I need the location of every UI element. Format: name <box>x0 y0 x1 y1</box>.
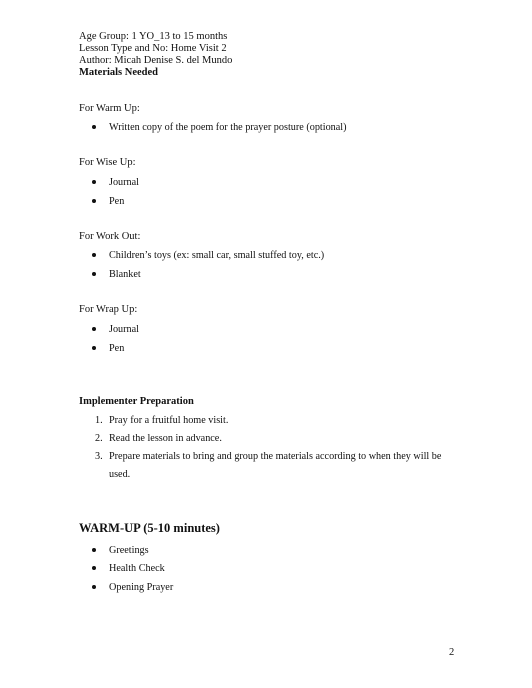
bullet-icon <box>92 199 96 203</box>
page-number: 2 <box>449 647 455 658</box>
bullet-icon <box>92 327 96 331</box>
lesson-line: Lesson Type and No: Home Visit 2 <box>79 43 227 54</box>
warm-up-label: For Warm Up: <box>79 103 140 114</box>
author-line: Author: Micah Denise S. del Mundo <box>79 55 233 66</box>
age-group-line: Age Group: 1 YO_13 to 15 months <box>79 31 228 42</box>
bullet-icon <box>92 272 96 276</box>
list-item: Written copy of the poem for the prayer posture (optional) <box>92 122 347 133</box>
wrap-up-label: For Wrap Up: <box>79 304 138 315</box>
implementer-title: Implementer Preparation <box>79 396 194 407</box>
list-item: Children’s toys (ex: small car, small stuffed toy, etc.) <box>92 250 324 261</box>
work-out-label: For Work Out: <box>79 231 141 242</box>
bullet-icon <box>92 548 96 552</box>
materials-title: Materials Needed <box>79 67 159 78</box>
numbered-item: 3. Prepare materials to bring and group the materials according to when they will be <box>95 451 442 462</box>
wise-up-label: For Wise Up: <box>79 157 136 168</box>
numbered-item: 2. Read the lesson in advance. <box>95 433 222 444</box>
list-item: Blanket <box>92 269 141 280</box>
list-item: Journal <box>92 324 139 335</box>
bullet-icon <box>92 180 96 184</box>
list-item: Health Check <box>92 563 165 574</box>
list-item: Pen <box>92 196 124 207</box>
numbered-item: 1. Pray for a fruitful home visit. <box>95 415 229 426</box>
list-item: Journal <box>92 177 139 188</box>
list-item: Pen <box>92 343 124 354</box>
list-item: Opening Prayer <box>92 582 173 593</box>
bullet-icon <box>92 253 96 257</box>
list-item: Greetings <box>92 545 149 556</box>
warmup-section-title: WARM-UP (5-10 minutes) <box>79 521 220 535</box>
bullet-icon <box>92 125 96 129</box>
bullet-icon <box>92 585 96 589</box>
bullet-icon <box>92 566 96 570</box>
numbered-item-continuation: used. <box>109 469 131 480</box>
bullet-icon <box>92 346 96 350</box>
